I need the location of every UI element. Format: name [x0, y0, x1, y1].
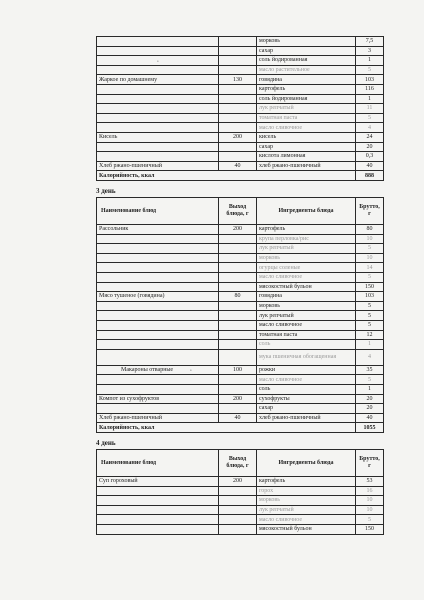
table-row — [97, 65, 384, 75]
gross-weight-cell: 5 — [356, 320, 384, 330]
table-row — [97, 349, 384, 365]
ingredient-cell: кисель — [257, 132, 356, 142]
output-cell: 200 — [219, 477, 257, 487]
table-row — [97, 477, 384, 487]
dish-name-cell — [97, 524, 219, 534]
ingredient-cell: сахар — [257, 404, 356, 414]
gross-weight-cell: 4 — [356, 349, 384, 365]
gross-weight-cell: 150 — [356, 524, 384, 534]
ingredient-cell: масло сливочное — [257, 515, 356, 525]
table-row — [97, 113, 384, 123]
output-cell — [219, 515, 257, 525]
output-cell — [219, 263, 257, 273]
header-ingredients: Ингредиенты блюда — [257, 450, 356, 477]
gross-weight-cell: 40 — [356, 161, 384, 171]
gross-weight-cell: 35 — [356, 365, 384, 375]
dish-name-cell — [97, 311, 219, 321]
gross-weight-cell: 1 — [356, 384, 384, 394]
header-gross: Брутто, г — [356, 450, 384, 477]
ingredient-cell: лук репчатый — [257, 505, 356, 515]
ingredient-cell: морковь — [257, 496, 356, 506]
dish-name-cell — [97, 84, 219, 94]
output-cell — [219, 113, 257, 123]
ingredient-cell: масло растительное — [257, 65, 356, 75]
gross-weight-cell: 20 — [356, 142, 384, 152]
calories-value: 1055 — [356, 423, 384, 433]
menu-table-continued — [96, 36, 384, 181]
header-ingredients: Ингредиенты блюда — [257, 198, 356, 225]
dish-name-cell — [97, 301, 219, 311]
ingredient-cell: мясокостный бульон — [257, 524, 356, 534]
output-cell — [219, 320, 257, 330]
gross-weight-cell: 14 — [356, 263, 384, 273]
table-row — [97, 161, 384, 171]
table-row — [97, 263, 384, 273]
dish-name-cell — [97, 234, 219, 244]
output-cell — [219, 65, 257, 75]
ingredient-cell: соль йодированная — [257, 56, 356, 66]
gross-weight-cell: 10 — [356, 253, 384, 263]
ingredient-cell: хлеб ржано-пшеничный — [257, 161, 356, 171]
scan-speck: • — [157, 60, 159, 65]
dish-name-cell — [97, 349, 219, 365]
gross-weight-cell: 53 — [356, 477, 384, 487]
output-cell — [219, 301, 257, 311]
ingredient-cell: морковь — [257, 253, 356, 263]
gross-weight-cell: 20 — [356, 404, 384, 414]
calories-label: Калорийность, ккал — [97, 171, 356, 181]
header-output: Выход блюда, г — [219, 198, 257, 225]
output-cell — [219, 104, 257, 114]
day-3-heading: 3 день — [96, 187, 116, 195]
gross-weight-cell: 5 — [356, 244, 384, 254]
table-row — [97, 142, 384, 152]
header-dish: Наименование блюд — [97, 198, 219, 225]
table-row — [97, 515, 384, 525]
output-cell — [219, 311, 257, 321]
calories-row — [97, 423, 384, 433]
dish-name-cell — [97, 515, 219, 525]
output-cell: 200 — [219, 394, 257, 404]
ingredient-cell: кислота лимонная — [257, 152, 356, 162]
gross-weight-cell: 5 — [356, 65, 384, 75]
dish-name-cell — [97, 104, 219, 114]
output-cell — [219, 152, 257, 162]
output-cell: 200 — [219, 225, 257, 235]
output-cell — [219, 272, 257, 282]
output-cell — [219, 486, 257, 496]
output-cell: 40 — [219, 161, 257, 171]
output-cell — [219, 524, 257, 534]
table-row — [97, 320, 384, 330]
dish-name-cell: Компот из сухофруктов — [97, 394, 219, 404]
output-cell — [219, 404, 257, 414]
gross-weight-cell: 3 — [356, 46, 384, 56]
ingredient-cell: картофель — [257, 84, 356, 94]
gross-weight-cell: 24 — [356, 132, 384, 142]
dish-name-cell — [97, 263, 219, 273]
output-cell: 100 — [219, 365, 257, 375]
table-row — [97, 75, 384, 85]
gross-weight-cell: 10 — [356, 234, 384, 244]
dish-name-cell — [97, 505, 219, 515]
gross-weight-cell: 103 — [356, 75, 384, 85]
output-cell: 40 — [219, 413, 257, 423]
ingredient-cell: соль — [257, 384, 356, 394]
table-row — [97, 94, 384, 104]
table-row — [97, 225, 384, 235]
table-row — [97, 272, 384, 282]
ingredient-cell: масло сливочное — [257, 123, 356, 133]
ingredient-cell: огурцы соленые — [257, 263, 356, 273]
table-row — [97, 413, 384, 423]
gross-weight-cell: 1 — [356, 94, 384, 104]
gross-weight-cell: 116 — [356, 84, 384, 94]
gross-weight-cell: 5 — [356, 375, 384, 385]
gross-weight-cell: 0,3 — [356, 152, 384, 162]
dish-name-cell — [97, 340, 219, 350]
ingredient-cell: картофель — [257, 477, 356, 487]
gross-weight-cell: 5 — [356, 272, 384, 282]
dish-name-cell — [97, 113, 219, 123]
gross-weight-cell: 12 — [356, 330, 384, 340]
output-cell — [219, 340, 257, 350]
output-cell — [219, 46, 257, 56]
table-row — [97, 132, 384, 142]
gross-weight-cell: 10 — [356, 496, 384, 506]
table-row — [97, 104, 384, 114]
output-cell — [219, 244, 257, 254]
dish-name-cell — [97, 272, 219, 282]
table-row — [97, 244, 384, 254]
table-row — [97, 84, 384, 94]
output-cell — [219, 94, 257, 104]
output-cell — [219, 330, 257, 340]
dish-name-cell — [97, 375, 219, 385]
output-cell — [219, 142, 257, 152]
menu-table-day-3 — [96, 197, 384, 433]
header-dish: Наименование блюд — [97, 450, 219, 477]
output-cell — [219, 253, 257, 263]
ingredient-cell: томатная паста — [257, 330, 356, 340]
ingredient-cell: масло сливочное — [257, 320, 356, 330]
gross-weight-cell: 16 — [356, 486, 384, 496]
dish-name-cell: Суп гороховый — [97, 477, 219, 487]
table-header-row — [97, 450, 384, 477]
output-cell — [219, 349, 257, 365]
ingredient-cell: лук репчатый — [257, 244, 356, 254]
output-cell — [219, 505, 257, 515]
output-cell: 80 — [219, 292, 257, 302]
table-row — [97, 253, 384, 263]
table-row — [97, 375, 384, 385]
gross-weight-cell: 1 — [356, 56, 384, 66]
table-row — [97, 404, 384, 414]
ingredient-cell: горох — [257, 486, 356, 496]
table-row — [97, 292, 384, 302]
table-row — [97, 330, 384, 340]
output-cell — [219, 384, 257, 394]
dish-name-cell — [97, 404, 219, 414]
table-row — [97, 311, 384, 321]
table-row — [97, 496, 384, 506]
ingredient-cell: мясокостный бульон — [257, 282, 356, 292]
dish-name-cell: Кисель — [97, 132, 219, 142]
output-cell — [219, 234, 257, 244]
ingredient-cell: масло сливочное — [257, 272, 356, 282]
dish-name-cell — [97, 330, 219, 340]
ingredient-cell: морковь — [257, 37, 356, 47]
scan-speck: • — [190, 369, 192, 374]
header-output: Выход блюда, г — [219, 450, 257, 477]
dish-name-cell — [97, 282, 219, 292]
ingredient-cell: масло сливочное — [257, 375, 356, 385]
table-row — [97, 384, 384, 394]
ingredient-cell: рожки — [257, 365, 356, 375]
table-row — [97, 301, 384, 311]
header-gross: Брутто, г — [356, 198, 384, 225]
gross-weight-cell: 11 — [356, 104, 384, 114]
gross-weight-cell: 5 — [356, 113, 384, 123]
gross-weight-cell: 150 — [356, 282, 384, 292]
table-row — [97, 524, 384, 534]
dish-name-cell — [97, 37, 219, 47]
dish-name-cell: Жаркое по домашнему — [97, 75, 219, 85]
ingredient-cell: морковь — [257, 301, 356, 311]
gross-weight-cell: 10 — [356, 505, 384, 515]
dish-name-cell — [97, 384, 219, 394]
ingredient-cell: мука пшеничная обогащенная — [257, 349, 356, 365]
gross-weight-cell: 7,5 — [356, 37, 384, 47]
gross-weight-cell: 5 — [356, 301, 384, 311]
dish-name-cell: Хлеб ржано-пшеничный — [97, 161, 219, 171]
dish-name-cell — [97, 123, 219, 133]
table-row — [97, 365, 384, 375]
day-4-heading: 4 день — [96, 439, 116, 447]
table-row — [97, 37, 384, 47]
dish-name-cell — [97, 142, 219, 152]
table-row — [97, 505, 384, 515]
table-row — [97, 234, 384, 244]
output-cell: 130 — [219, 75, 257, 85]
dish-name-cell — [97, 152, 219, 162]
gross-weight-cell: 5 — [356, 515, 384, 525]
gross-weight-cell: 103 — [356, 292, 384, 302]
dish-name-cell — [97, 244, 219, 254]
dish-name-cell — [97, 320, 219, 330]
ingredient-cell: сахар — [257, 142, 356, 152]
gross-weight-cell: 1 — [356, 340, 384, 350]
ingredient-cell: говядина — [257, 292, 356, 302]
menu-table-day-4 — [96, 449, 384, 535]
dish-name-cell: Хлеб ржано-пшеничный — [97, 413, 219, 423]
output-cell — [219, 282, 257, 292]
dish-name-cell — [97, 486, 219, 496]
output-cell — [219, 375, 257, 385]
output-cell — [219, 84, 257, 94]
gross-weight-cell: 80 — [356, 225, 384, 235]
dish-name-cell: Рассольник — [97, 225, 219, 235]
table-row — [97, 394, 384, 404]
gross-weight-cell: 5 — [356, 311, 384, 321]
output-cell — [219, 56, 257, 66]
table-row — [97, 486, 384, 496]
ingredient-cell: говядина — [257, 75, 356, 85]
ingredient-cell: хлеб ржано-пшеничный — [257, 413, 356, 423]
ingredient-cell: соль — [257, 340, 356, 350]
dish-name-cell — [97, 253, 219, 263]
ingredient-cell: сахар — [257, 46, 356, 56]
table-header-row — [97, 198, 384, 225]
ingredient-cell: картофель — [257, 225, 356, 235]
ingredient-cell: томатная паста — [257, 113, 356, 123]
output-cell — [219, 496, 257, 506]
output-cell — [219, 123, 257, 133]
dish-name-cell — [97, 94, 219, 104]
dish-name-cell: Макароны отварные — [97, 365, 219, 375]
dish-name-cell — [97, 46, 219, 56]
dish-name-cell — [97, 65, 219, 75]
ingredient-cell: лук репчатый — [257, 104, 356, 114]
ingredient-cell: крупа перловка/рис — [257, 234, 356, 244]
calories-value: 888 — [356, 171, 384, 181]
output-cell — [219, 37, 257, 47]
table-row — [97, 123, 384, 133]
gross-weight-cell: 20 — [356, 394, 384, 404]
gross-weight-cell: 4 — [356, 123, 384, 133]
table-row — [97, 46, 384, 56]
table-row — [97, 152, 384, 162]
ingredient-cell: соль йодированная — [257, 94, 356, 104]
dish-name-cell: Мясо тушеное (говядина) — [97, 292, 219, 302]
ingredient-cell: сухофрукты — [257, 394, 356, 404]
table-row — [97, 340, 384, 350]
gross-weight-cell: 40 — [356, 413, 384, 423]
ingredient-cell: лук репчатый — [257, 311, 356, 321]
calories-row — [97, 171, 384, 181]
table-row — [97, 282, 384, 292]
output-cell: 200 — [219, 132, 257, 142]
table-row — [97, 56, 384, 66]
calories-label: Калорийность, ккал — [97, 423, 356, 433]
dish-name-cell — [97, 496, 219, 506]
